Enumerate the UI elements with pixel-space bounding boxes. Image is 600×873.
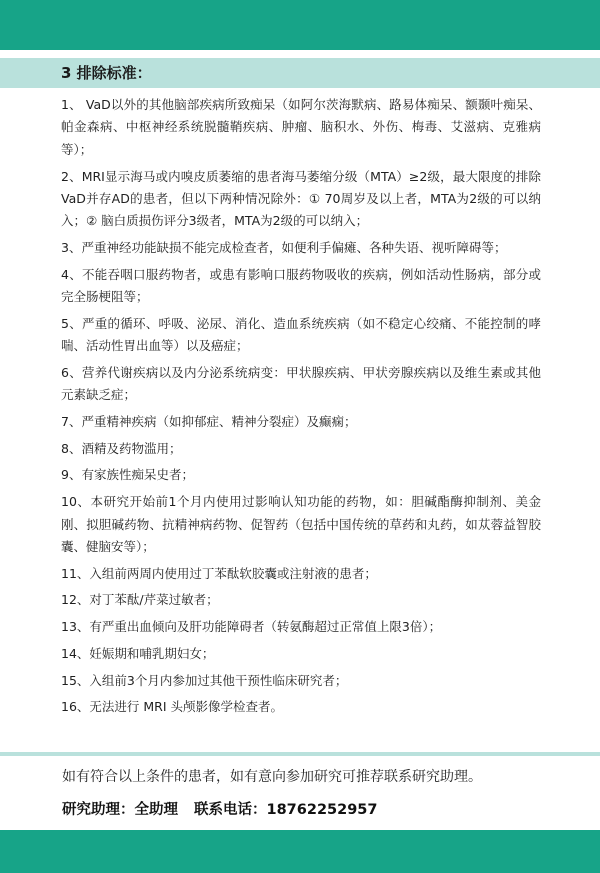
criterion-item: 13、有严重出血倾向及肝功能障碍者（转氨酶超过正常值上限3倍）；: [61, 619, 442, 635]
assistant-name: 研究助理：全助理: [62, 802, 178, 818]
criterion-item: 12、对丁苯酞/芹菜过敏者；: [61, 592, 219, 608]
criterion-item: 4、不能吞咽口服药物者，或患有影响口服药物吸收的疾病，例如活动性肠病，部分或完全肠梗阻等；: [61, 266, 541, 305]
criterion-item: 10、本研究开始前1个月内使用过影响认知功能的药物，如：胆碱酯酶抑制剂、美金刚、拟胆碱药物、抗精神病药物、促智药（包括中国传统的草药和丸药，如苁蓉益智胶囊、健脑安等）；: [61, 494, 541, 554]
footer-divider: [0, 752, 600, 756]
criterion-item: 6、营养代谢疾病以及内分泌系统病变：甲状腺疾病、甲状旁腺疾病以及维生素或其他元素缺乏症；: [61, 364, 541, 403]
criterion-item: 16、无法进行 MRI 头颅影像学检查者。: [61, 699, 284, 715]
criterion-item: 15、入组前3个月内参加过其他干预性临床研究者；: [61, 672, 348, 688]
criterion-item: 7、严重精神疾病（如抑郁症、精神分裂症）及癫痫；: [61, 414, 357, 430]
referral-note: 如有符合以上条件的患者，如有意向参加研究可推荐联系研究助理。: [62, 769, 482, 785]
criterion-item: 8、酒精及药物滥用；: [61, 440, 182, 456]
contact-phone: 联系电话：18762252957: [194, 802, 378, 818]
criterion-item: 3、严重神经功能缺损不能完成检查者，如便利手偏瘫、各种失语、视听障碍等；: [61, 240, 507, 256]
criterion-item: 2、MRI显示海马或内嗅皮质萎缩的患者海马萎缩分级（MTA）≥2级，最大限度的排除VaD并存AD的患者，但以下两种情况除外：① 70周岁及以上者，MTA为2级的可以纳入；② 脑白质损伤评分3级者，MTA为2级的可以纳入；: [61, 168, 541, 229]
contact-info: [62, 799, 377, 821]
criterion-item: 14、妊娠期和哺乳期妇女；: [61, 645, 215, 661]
criterion-item: 1、 VaD以外的其他脑部疾病所致痴呆（如阿尔茨海默病、路易体痴呆、额颞叶痴呆、帕金森病、中枢神经系统脱髓鞘疾病、肿瘤、脑积水、外伤、梅毒、艾滋病、克雅病等）；: [61, 97, 541, 157]
criterion-item: 9、有家族性痴呆史者；: [61, 467, 194, 483]
top-banner: [0, 0, 600, 50]
section-title: 3 排除标准：: [61, 64, 152, 82]
criterion-item: 5、严重的循环、呼吸、泌尿、消化、造血系统疾病（如不稳定心绞痛、不能控制的哮喘、活动性胃出血等）以及癌症；: [61, 315, 541, 354]
criterion-item: 11、入组前两周内使用过丁苯酞软胶囊或注射液的患者；: [61, 565, 377, 581]
exclusion-criteria-list: [61, 94, 541, 723]
bottom-banner: [0, 830, 600, 873]
